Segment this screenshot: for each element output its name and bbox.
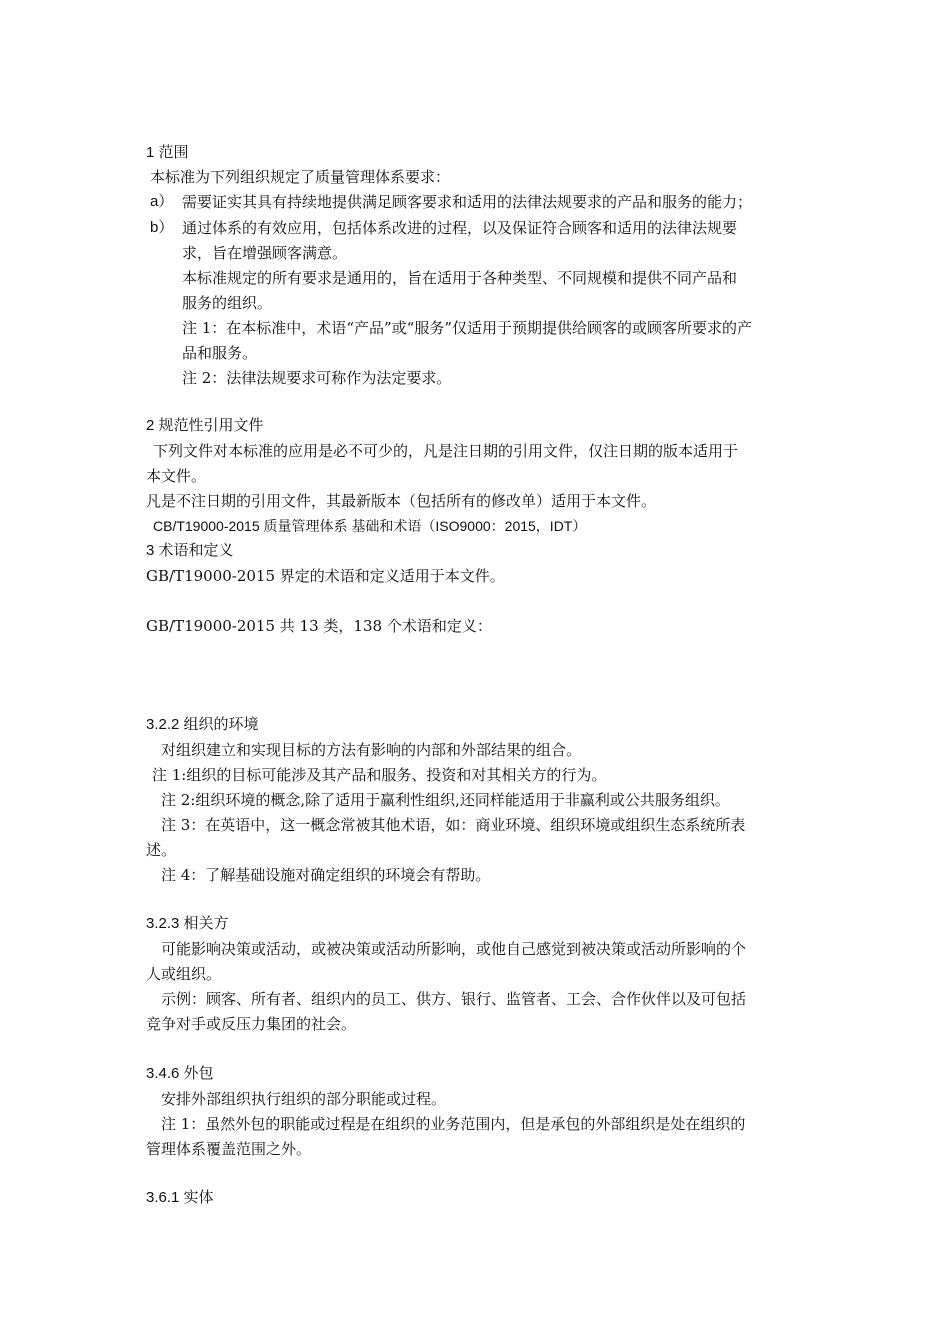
term-346-note1-line1: 注 1：虽然外包的职能或过程是在组织的业务范围内，但是承包的外部组织是处在组织的: [161, 1115, 746, 1133]
list-item-b-line2: 求，旨在增强顾客满意。: [182, 244, 348, 262]
term-346-heading: 3.4.6 外包: [146, 1065, 214, 1082]
section-1-paragraph-line1: 本标准规定的所有要求是通用的，旨在适用于各种类型、不同规模和提供不同产品和: [182, 269, 738, 287]
term-322-definition: 对组织建立和实现目标的方法有影响的内部和外部结果的组合。: [161, 741, 582, 759]
term-322-note1: 注 1:组织的目标可能涉及其产品和服务、投资和对其相关方的行为。: [152, 766, 607, 784]
section-1-note1-line1: 注 1：在本标准中，术语“产品”或“服务”仅适用于预期提供给顾客的或顾客所要求的产: [182, 319, 752, 337]
section-1-note1-line2: 品和服务。: [182, 344, 258, 362]
term-361-heading: 3.6.1 实体: [146, 1189, 214, 1206]
list-item-a: 需要证实其具有持续地提供满足顾客要求和适用的法律法规要求的产品和服务的能力；: [182, 193, 753, 211]
list-marker-b: b）: [150, 219, 174, 236]
list-marker-a: a）: [150, 193, 174, 210]
section-3-line2: GB/T19000-2015 共 13 类，138 个术语和定义：: [146, 617, 492, 635]
term-346-definition: 安排外部组织执行组织的部分职能或过程。: [161, 1090, 447, 1108]
section-2-line1: 下列文件对本标准的应用是必不可少的，凡是注日期的引用文件，仅注日期的版本适用于: [153, 442, 739, 460]
term-323-definition-line1: 可能影响决策或活动，或被决策或活动所影响，或他自己感觉到被决策或活动所影响的个: [161, 940, 747, 958]
term-322-note4: 注 4：了解基础设施对确定组织的环境会有帮助。: [161, 866, 491, 884]
term-346-note1-line2: 管理体系覆盖范围之外。: [146, 1140, 312, 1158]
term-323-heading: 3.2.3 相关方: [146, 915, 229, 932]
section-3-line1: GB/T19000-2015 界定的术语和定义适用于本文件。: [146, 567, 505, 585]
section-2-line3: 凡是不注日期的引用文件，其最新版本（包括所有的修改单）适用于本文件。: [146, 492, 657, 510]
section-1-note2: 注 2：法律法规要求可称作为法定要求。: [182, 369, 452, 387]
section-1-heading: 1 范围: [146, 144, 189, 161]
section-1-paragraph-line2: 服务的组织。: [182, 294, 273, 312]
term-322-heading: 3.2.2 组织的环境: [146, 716, 259, 733]
list-item-b-line1: 通过体系的有效应用，包括体系改进的过程，以及保证符合顾客和适用的法律法规要: [182, 219, 738, 237]
term-322-note3-line1: 注 3：在英语中，这一概念常被其他术语，如：商业环境、组织环境或组织生态系统所表: [161, 816, 746, 834]
section-1-intro: 本标准为下列组织规定了质量管理体系要求：: [150, 168, 451, 186]
section-2-line2: 本文件。: [146, 467, 207, 485]
section-3-heading: 3 术语和定义: [146, 542, 234, 559]
term-323-example-line1: 示例：顾客、所有者、组织内的员工、供方、银行、监管者、工会、合作伙伴以及可包括: [161, 990, 747, 1008]
term-323-example-line2: 竞争对手或反压力集团的社会。: [146, 1015, 357, 1033]
section-2-heading: 2 规范性引用文件: [146, 417, 264, 434]
term-322-note2: 注 2:组织环境的概念,除了适用于赢利性组织,还同样能适用于非赢利或公共服务组织。: [161, 791, 730, 809]
term-322-note3-line2: 述。: [146, 841, 177, 859]
term-323-definition-line2: 人或组织。: [146, 965, 222, 983]
section-2-reference: CB/T19000-2015 质量管理体系 基础和术语（ISO9000：2015，IDT）: [153, 518, 587, 534]
